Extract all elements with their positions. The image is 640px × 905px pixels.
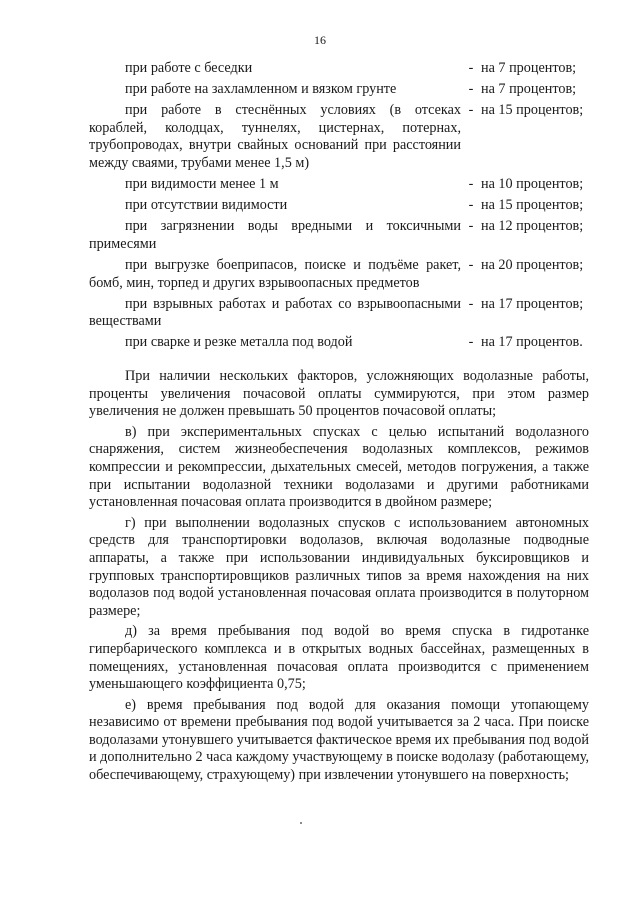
list-item-dash: - xyxy=(468,176,474,193)
list-item xyxy=(89,102,595,172)
list-item-dash: - xyxy=(468,102,474,119)
list-item-dash: - xyxy=(468,218,474,235)
list-item-value: на 7 процентов; xyxy=(481,60,577,76)
list-item xyxy=(89,81,595,99)
list-item-dash: - xyxy=(468,295,474,312)
list-item-text: при выгрузке боеприпасов, поиске и подъёме ракет, бомб, мин, торпед и других взрывоопасных предметов xyxy=(89,256,461,291)
scan-speck xyxy=(300,822,302,824)
list-item xyxy=(89,197,595,215)
paragraph-item-v: в) при экспериментальных спусках с целью испытаний водолазного снаряжения, систем жизнеобеспечения водолазных комплексов, режимов компрессии и рекомпрессии, дыхательных смесей, методов погружения, а также при испытании водолазной техники водолазами и другими работниками установленная почасовая оплата производится в двойном размере; xyxy=(89,423,589,511)
list-item xyxy=(89,257,595,292)
list-item-text: при видимости менее 1 м xyxy=(125,176,279,193)
allowance-list xyxy=(89,60,595,355)
paragraph-factors-summation: При наличии нескольких факторов, усложняющих водолазные работы, проценты увеличения почасовой оплаты суммируются, при этом размер увеличения не должен превышать 50 процентов почасовой оплаты; xyxy=(89,368,589,420)
list-item xyxy=(89,296,595,331)
list-item-value: на 12 процентов; xyxy=(481,218,584,235)
list-item-text: при работе на захламленном и вязком грунте xyxy=(125,81,397,98)
list-item-dash: - xyxy=(468,334,474,351)
list-item-value: на 15 процентов; xyxy=(481,102,584,119)
list-item-text: при сварке и резке металла под водой xyxy=(125,334,353,351)
list-item-value: на 15 процентов; xyxy=(481,197,584,214)
list-item-text: при взрывных работах и работах со взрывоопасными веществами xyxy=(89,295,461,330)
list-item-text: при загрязнении воды вредными и токсичными примесями xyxy=(89,218,461,252)
paragraph-item-d: д) за время пребывания под водой во время спуска в гидротанке гипербарического комплекса и в открытых водных бассейнах, размещенных в помещениях, установленная почасовая оплата производится с применением уменьшающего коэффициента 0,75; xyxy=(89,623,589,693)
list-item-value: на 20 процентов; xyxy=(481,256,584,273)
paragraph-item-g: г) при выполнении водолазных спусков с использованием автономных средств для транспортировки водолазов, включая водолазные подводные аппараты, а также при использовании индивидуальных буксировщиков и групповых транспортировщиков различных типов за время нахождения на них водолазов под водой установленная почасовая оплата производится в полуторном размере; xyxy=(89,514,589,619)
paragraph-item-e: е) время пребывания под водой для оказания помощи утопающему независимо от времени пребывания под водой учитывается за 2 часа. При поиске водолазами утонувшего учитывается фактическое время их пребывания под водой и дополнительно 2 часа каждому участвующему в поиске водолазу (работающему, обеспечивающему, страхующему) при извлечении утонувшего на поверхность; xyxy=(89,696,589,784)
list-item-dash: - xyxy=(468,256,474,273)
list-item-value: на 17 процентов. xyxy=(481,334,583,351)
list-item-value: на 7 процентов; xyxy=(481,81,577,98)
list-item xyxy=(89,334,595,352)
list-item-value: на 10 процентов; xyxy=(481,176,584,193)
list-item-value: на 17 процентов; xyxy=(481,295,584,312)
page-number: 16 xyxy=(314,33,326,47)
list-item-text: при работе в стеснённых условиях (в отсеках кораблей, колодцах, туннелях, цистернах, потернах, трубопроводах, внутри свайных оснований при расстоянии между сваями, трубами менее 1,5 м) xyxy=(89,102,461,171)
list-item xyxy=(89,60,595,78)
list-item-dash: - xyxy=(468,60,474,76)
list-item-text: при работе с беседки xyxy=(125,60,253,76)
list-item-text: при отсутствии видимости xyxy=(125,197,288,214)
list-item-dash: - xyxy=(468,197,474,214)
list-item-dash: - xyxy=(468,81,474,98)
list-item xyxy=(89,176,595,194)
list-item xyxy=(89,218,595,253)
body-paragraphs xyxy=(89,368,589,788)
